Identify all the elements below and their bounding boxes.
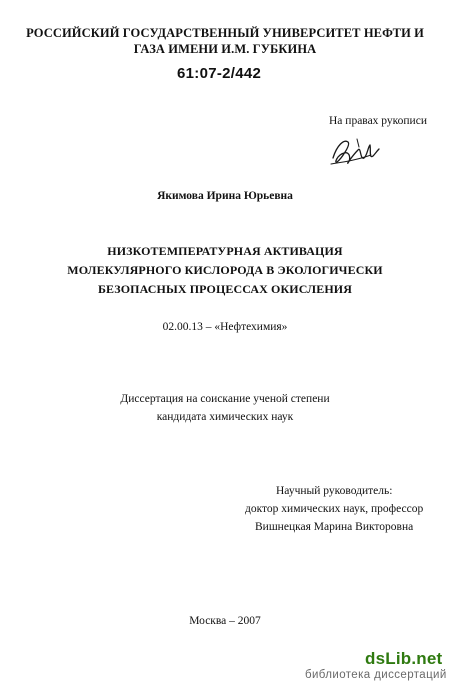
city-year: Москва – 2007 [189,615,261,627]
degree-line-1: Диссертация на соискание ученой степени [120,393,330,405]
thesis-title-line-2: МОЛЕКУЛЯРНОГО КИСЛОРОДА В ЭКОЛОГИЧЕСКИ [67,263,383,277]
rights-label: На правах рукописи [329,115,427,127]
university-line-1: РОССИЙСКИЙ ГОСУДАРСТВЕННЫЙ УНИВЕРСИТЕТ НЕФТИ И [26,26,424,40]
watermark-logo: dsLib.net [365,649,443,668]
degree-line-2: кандидата химических наук [156,411,294,423]
supervisor-rank: доктор химических наук, профессор [245,503,424,515]
thesis-title-line-3: БЕЗОПАСНЫХ ПРОЦЕССАХ ОКИСЛЕНИЯ [98,282,352,296]
university-line-2: ГАЗА ИМЕНИ И.М. ГУБКИНА [133,42,317,56]
watermark-subtitle: библиотека диссертаций [305,669,447,681]
supervisor-heading: Научный руководитель: [276,485,393,497]
supervisor-name: Вишнецкая Марина Викторовна [255,521,414,533]
thesis-title-line-1: НИЗКОТЕМПЕРАТУРНАЯ АКТИВАЦИЯ [107,244,343,258]
author-name: Якимова Ирина Юрьевна [157,190,293,202]
specialty-code: 02.00.13 – «Нефтехимия» [162,321,288,333]
library-stamp-code: 61:07-2/442 [177,65,262,82]
signature [327,133,383,171]
